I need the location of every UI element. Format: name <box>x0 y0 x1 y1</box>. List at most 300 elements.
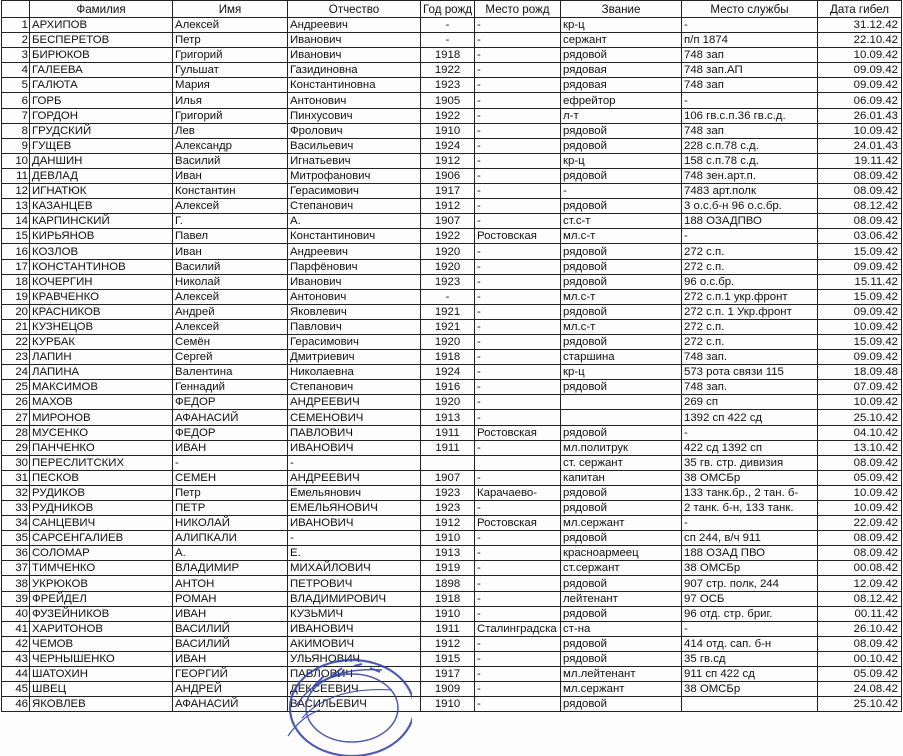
rank-cell: рядовой <box>561 259 682 274</box>
birth-place-cell: - <box>475 319 561 334</box>
header-rank: Звание <box>561 1 682 18</box>
death-date-cell: 09.09.42 <box>818 63 902 78</box>
first-name-cell: НИКОЛАЙ <box>173 516 288 531</box>
rank-cell: рядовой <box>561 138 682 153</box>
unit-cell: 269 сп <box>682 395 818 410</box>
header-unit: Место службы <box>682 1 818 18</box>
birth-place-cell: - <box>475 153 561 168</box>
birth-place-cell: - <box>475 108 561 123</box>
surname-cell: ГОРБ <box>30 93 173 108</box>
death-date-cell: 03.06.42 <box>818 229 902 244</box>
table-row <box>2 561 902 576</box>
surname-cell: ШАТОХИН <box>30 667 173 682</box>
death-date-cell: 08.09.42 <box>818 531 902 546</box>
unit-cell: 2 танк. б-н, 133 танк. <box>682 501 818 516</box>
table-row <box>2 395 902 410</box>
surname-cell: АРХИПОВ <box>30 18 173 33</box>
header-birth-place: Место рожд <box>475 1 561 18</box>
first-name-cell: РОМАН <box>173 591 288 606</box>
death-date-cell: 08.09.42 <box>818 636 902 651</box>
unit-cell: - <box>682 516 818 531</box>
patronymic-cell: СЕМЕНОВИЧ <box>288 410 421 425</box>
unit-cell: 7483 арт.полк <box>682 184 818 199</box>
unit-cell: 907 стр. полк, 244 <box>682 576 818 591</box>
row-number: 37 <box>2 561 30 576</box>
row-number: 22 <box>2 334 30 349</box>
birth-place-cell: - <box>475 334 561 349</box>
table-row <box>2 682 902 697</box>
surname-cell: ГАЛЮТА <box>30 78 173 93</box>
first-name-cell: АЛИПКАЛИ <box>173 531 288 546</box>
surname-cell: БИРЮКОВ <box>30 48 173 63</box>
birth-year-cell: 1910 <box>421 531 475 546</box>
unit-cell: 38 ОМСБр <box>682 470 818 485</box>
table-row <box>2 18 902 33</box>
death-date-cell: 22.09.42 <box>818 516 902 531</box>
patronymic-cell: А. <box>288 214 421 229</box>
header-name: Имя <box>173 1 288 18</box>
birth-place-cell: - <box>475 470 561 485</box>
surname-cell: КУРБАК <box>30 334 173 349</box>
death-date-cell: 19.11.42 <box>818 153 902 168</box>
table-row <box>2 153 902 168</box>
table-row <box>2 33 902 48</box>
surname-cell: КОЧЕРГИН <box>30 274 173 289</box>
table-row <box>2 380 902 395</box>
rank-cell: ст-на <box>561 621 682 636</box>
unit-cell: 272 с.п. 1 Укр.фронт <box>682 304 818 319</box>
row-number: 21 <box>2 319 30 334</box>
first-name-cell: Петр <box>173 33 288 48</box>
rank-cell: мл.политрук <box>561 440 682 455</box>
death-date-cell: 09.09.42 <box>818 350 902 365</box>
birth-place-cell: Ростовская <box>475 516 561 531</box>
row-number: 1 <box>2 18 30 33</box>
surname-cell: САНЦЕВИЧ <box>30 516 173 531</box>
first-name-cell: Петр <box>173 485 288 500</box>
table-row <box>2 546 902 561</box>
first-name-cell: Василий <box>173 259 288 274</box>
unit-cell: 748 зен.арт.п. <box>682 168 818 183</box>
unit-cell: 748 зап <box>682 48 818 63</box>
row-number: 8 <box>2 123 30 138</box>
surname-cell: МАХОВ <box>30 395 173 410</box>
rank-cell: л-т <box>561 108 682 123</box>
table-row <box>2 455 902 470</box>
birth-year-cell: - <box>421 18 475 33</box>
unit-cell: 272 с.п. <box>682 334 818 349</box>
table-row <box>2 350 902 365</box>
patronymic-cell: Константинович <box>288 229 421 244</box>
birth-year-cell: 1907 <box>421 214 475 229</box>
birth-year-cell: 1913 <box>421 410 475 425</box>
surname-cell: ЛАПИН <box>30 350 173 365</box>
birth-year-cell: 1905 <box>421 93 475 108</box>
birth-place-cell: - <box>475 365 561 380</box>
birth-place-cell: - <box>475 48 561 63</box>
birth-place-cell: - <box>475 561 561 576</box>
death-date-cell: 15.11.42 <box>818 274 902 289</box>
birth-place-cell: - <box>475 531 561 546</box>
birth-year-cell: 1912 <box>421 199 475 214</box>
first-name-cell: Сергей <box>173 350 288 365</box>
birth-place-cell: - <box>475 168 561 183</box>
table-row <box>2 244 902 259</box>
death-date-cell: 15.09.42 <box>818 289 902 304</box>
first-name-cell: Алексей <box>173 289 288 304</box>
patronymic-cell: ПЕТРОВИЧ <box>288 576 421 591</box>
surname-cell: КАРПИНСКИЙ <box>30 214 173 229</box>
birth-place-cell: - <box>475 93 561 108</box>
death-date-cell: 10.09.42 <box>818 501 902 516</box>
surname-cell: КОЗЛОВ <box>30 244 173 259</box>
patronymic-cell: Митрофанович <box>288 168 421 183</box>
memorial-list-table <box>1 0 902 712</box>
rank-cell: рядовой <box>561 274 682 289</box>
birth-year-cell: - <box>421 289 475 304</box>
unit-cell: 38 ОМСБр <box>682 682 818 697</box>
death-date-cell: 10.09.42 <box>818 123 902 138</box>
surname-cell: ПЕРЕСЛИТСКИХ <box>30 455 173 470</box>
table-row <box>2 636 902 651</box>
surname-cell: ШВЕЦ <box>30 682 173 697</box>
death-date-cell: 10.09.42 <box>818 485 902 500</box>
table-row <box>2 470 902 485</box>
table-row <box>2 289 902 304</box>
surname-cell: УКРЮКОВ <box>30 576 173 591</box>
birth-year-cell: 1918 <box>421 591 475 606</box>
rank-cell: рядовой <box>561 123 682 138</box>
patronymic-cell: Степанович <box>288 380 421 395</box>
row-number: 32 <box>2 485 30 500</box>
rank-cell: рядовой <box>561 380 682 395</box>
birth-place-cell: - <box>475 199 561 214</box>
row-number: 35 <box>2 531 30 546</box>
surname-cell: ЯКОВЛЕВ <box>30 697 173 712</box>
surname-cell: КУЗНЕЦОВ <box>30 319 173 334</box>
rank-cell: рядовой <box>561 576 682 591</box>
row-number: 45 <box>2 682 30 697</box>
unit-cell: 97 ОСБ <box>682 591 818 606</box>
death-date-cell: 25.10.42 <box>818 410 902 425</box>
unit-cell: п/п 1874 <box>682 33 818 48</box>
surname-cell: СОЛОМАР <box>30 546 173 561</box>
birth-year-cell: 1919 <box>421 561 475 576</box>
birth-year-cell: - <box>421 33 475 48</box>
unit-cell: 422 сд 1392 сп <box>682 440 818 455</box>
row-number: 14 <box>2 214 30 229</box>
unit-cell <box>682 697 818 712</box>
patronymic-cell: ВЛАДИМИРОВИЧ <box>288 591 421 606</box>
rank-cell: - <box>561 184 682 199</box>
table-row <box>2 259 902 274</box>
table-row <box>2 621 902 636</box>
birth-place-cell: - <box>475 244 561 259</box>
patronymic-cell: Фролович <box>288 123 421 138</box>
row-number: 18 <box>2 274 30 289</box>
surname-cell: САРСЕНГАЛИЕВ <box>30 531 173 546</box>
birth-place-cell: - <box>475 350 561 365</box>
unit-cell: 96 отд. стр. бриг. <box>682 606 818 621</box>
unit-cell: 158 с.п.78 с.д. <box>682 153 818 168</box>
unit-cell: 272 с.п.1 укр.фронт <box>682 289 818 304</box>
rank-cell: рядовой <box>561 636 682 651</box>
surname-cell: МУСЕНКО <box>30 425 173 440</box>
birth-year-cell: 1911 <box>421 621 475 636</box>
surname-cell: ПАНЧЕНКО <box>30 440 173 455</box>
birth-year-cell: 1910 <box>421 123 475 138</box>
table-row <box>2 229 902 244</box>
surname-cell: ЧЕМОВ <box>30 636 173 651</box>
death-date-cell: 08.09.42 <box>818 546 902 561</box>
first-name-cell: Григорий <box>173 108 288 123</box>
first-name-cell: Николай <box>173 274 288 289</box>
row-number: 43 <box>2 651 30 666</box>
row-number: 3 <box>2 48 30 63</box>
birth-place-cell: - <box>475 395 561 410</box>
birth-place-cell: - <box>475 33 561 48</box>
table-row <box>2 501 902 516</box>
birth-year-cell: 1920 <box>421 259 475 274</box>
unit-cell: 748 зап <box>682 123 818 138</box>
header-row <box>2 1 902 18</box>
birth-place-cell: Ростовская <box>475 425 561 440</box>
birth-year-cell: 1915 <box>421 651 475 666</box>
unit-cell: - <box>682 18 818 33</box>
birth-year-cell: 1923 <box>421 78 475 93</box>
surname-cell: КРАСНИКОВ <box>30 304 173 319</box>
death-date-cell: 25.10.42 <box>818 697 902 712</box>
first-name-cell: Г. <box>173 214 288 229</box>
first-name-cell: Лев <box>173 123 288 138</box>
table-row <box>2 697 902 712</box>
birth-year-cell: 1910 <box>421 606 475 621</box>
birth-place-cell: - <box>475 214 561 229</box>
patronymic-cell: ИВАНОВИЧ <box>288 440 421 455</box>
birth-place-cell: - <box>475 682 561 697</box>
unit-cell: 911 сп 422 сд <box>682 667 818 682</box>
first-name-cell: Алексей <box>173 319 288 334</box>
birth-year-cell: 1923 <box>421 485 475 500</box>
patronymic-cell: Герасимович <box>288 184 421 199</box>
row-number: 9 <box>2 138 30 153</box>
birth-year-cell: 1922 <box>421 108 475 123</box>
death-date-cell: 06.09.42 <box>818 93 902 108</box>
unit-cell: сп 244, в/ч 911 <box>682 531 818 546</box>
row-number: 26 <box>2 395 30 410</box>
unit-cell: 414 отд. сап. б-н <box>682 636 818 651</box>
first-name-cell: Андрей <box>173 304 288 319</box>
rank-cell: старшина <box>561 350 682 365</box>
birth-year-cell: 1917 <box>421 667 475 682</box>
first-name-cell: ПЕТР <box>173 501 288 516</box>
patronymic-cell: Константиновна <box>288 78 421 93</box>
rank-cell: мл.сержант <box>561 516 682 531</box>
patronymic-cell: ДЕКСЕЕВИЧ <box>288 682 421 697</box>
patronymic-cell: ПАВЛОВИЧ <box>288 425 421 440</box>
rank-cell: кр-ц <box>561 365 682 380</box>
unit-cell: 133 танк.бр., 2 тан. б- <box>682 485 818 500</box>
row-number: 30 <box>2 455 30 470</box>
table-row <box>2 184 902 199</box>
death-date-cell: 12.09.42 <box>818 576 902 591</box>
birth-year-cell: 1920 <box>421 244 475 259</box>
rank-cell: рядовой <box>561 531 682 546</box>
unit-cell: 748 зап. <box>682 350 818 365</box>
birth-year-cell: 1920 <box>421 334 475 349</box>
death-date-cell: 00.08.42 <box>818 561 902 576</box>
death-date-cell: 26.10.42 <box>818 621 902 636</box>
death-date-cell: 08.12.42 <box>818 591 902 606</box>
birth-place-cell: - <box>475 546 561 561</box>
birth-place-cell: - <box>475 289 561 304</box>
row-number: 5 <box>2 78 30 93</box>
table-row <box>2 319 902 334</box>
surname-cell: БЕСПЕРЕТОВ <box>30 33 173 48</box>
unit-cell: 1392 сп 422 сд <box>682 410 818 425</box>
death-date-cell: 13.10.42 <box>818 440 902 455</box>
surname-cell: ГРУДСКИЙ <box>30 123 173 138</box>
unit-cell: 272 с.п. <box>682 259 818 274</box>
first-name-cell: АНТОН <box>173 576 288 591</box>
header-birth-year: Год рожд <box>421 1 475 18</box>
surname-cell: КАЗАНЦЕВ <box>30 199 173 214</box>
table-row <box>2 304 902 319</box>
unit-cell: 35 гв. стр. дивизия <box>682 455 818 470</box>
unit-cell: 188 ОЗАД ПВО <box>682 546 818 561</box>
death-date-cell: 05.09.42 <box>818 667 902 682</box>
birth-place-cell: - <box>475 667 561 682</box>
patronymic-cell: УЛЬЯНОВИЧ <box>288 651 421 666</box>
first-name-cell: ВЛАДИМИР <box>173 561 288 576</box>
table-row <box>2 531 902 546</box>
unit-cell: 188 ОЗАДПВО <box>682 214 818 229</box>
surname-cell: ТИМЧЕНКО <box>30 561 173 576</box>
row-number: 38 <box>2 576 30 591</box>
patronymic-cell: Емельянович <box>288 485 421 500</box>
birth-year-cell: 1907 <box>421 470 475 485</box>
row-number: 41 <box>2 621 30 636</box>
row-number: 11 <box>2 168 30 183</box>
rank-cell <box>561 410 682 425</box>
birth-place-cell: - <box>475 410 561 425</box>
rank-cell: рядовой <box>561 48 682 63</box>
first-name-cell: ИВАН <box>173 606 288 621</box>
first-name-cell: Константин <box>173 184 288 199</box>
birth-year-cell: 1924 <box>421 138 475 153</box>
table-row <box>2 516 902 531</box>
death-date-cell: 15.09.42 <box>818 334 902 349</box>
patronymic-cell: Иванович <box>288 274 421 289</box>
row-number: 23 <box>2 350 30 365</box>
surname-cell: ФРЕЙДЕЛ <box>30 591 173 606</box>
row-number: 44 <box>2 667 30 682</box>
first-name-cell: Алексей <box>173 18 288 33</box>
birth-year-cell: 1923 <box>421 501 475 516</box>
rank-cell: мл.с-т <box>561 289 682 304</box>
header-death-date: Дата гибел <box>818 1 902 18</box>
row-number: 42 <box>2 636 30 651</box>
unit-cell: - <box>682 93 818 108</box>
header-surname: Фамилия <box>30 1 173 18</box>
birth-place-cell: - <box>475 304 561 319</box>
death-date-cell: 08.09.42 <box>818 455 902 470</box>
birth-place-cell <box>475 455 561 470</box>
birth-place-cell: - <box>475 440 561 455</box>
birth-year-cell: 1920 <box>421 395 475 410</box>
birth-year-cell: 1922 <box>421 229 475 244</box>
birth-year-cell: 1910 <box>421 697 475 712</box>
row-number: 16 <box>2 244 30 259</box>
first-name-cell: Иван <box>173 168 288 183</box>
surname-cell: ДАНШИН <box>30 153 173 168</box>
first-name-cell: ВАСИЛИЙ <box>173 636 288 651</box>
unit-cell: 3 о.с.б-н 96 о.с.бр. <box>682 199 818 214</box>
unit-cell: 38 ОМСБр <box>682 561 818 576</box>
row-number: 7 <box>2 108 30 123</box>
rank-cell: рядовой <box>561 651 682 666</box>
birth-place-cell: - <box>475 78 561 93</box>
rank-cell: лейтенант <box>561 591 682 606</box>
row-number: 4 <box>2 63 30 78</box>
death-date-cell: 26.01.43 <box>818 108 902 123</box>
rank-cell: красноармеец <box>561 546 682 561</box>
patronymic-cell: Степанович <box>288 199 421 214</box>
birth-place-cell: Сталинградска <box>475 621 561 636</box>
birth-place-cell: - <box>475 63 561 78</box>
row-number: 28 <box>2 425 30 440</box>
table-row <box>2 78 902 93</box>
rank-cell: ст.с-т <box>561 214 682 229</box>
birth-place-cell: - <box>475 576 561 591</box>
unit-cell: - <box>682 621 818 636</box>
rank-cell: рядовой <box>561 244 682 259</box>
rank-cell <box>561 395 682 410</box>
death-date-cell: 15.09.42 <box>818 244 902 259</box>
rank-cell: сержант <box>561 33 682 48</box>
birth-year-cell <box>421 455 475 470</box>
unit-cell: 748 зап. <box>682 380 818 395</box>
patronymic-cell: Павлович <box>288 319 421 334</box>
rank-cell: рядовой <box>561 425 682 440</box>
first-name-cell: Семён <box>173 334 288 349</box>
first-name-cell: ВАСИЛИЙ <box>173 621 288 636</box>
table-row <box>2 108 902 123</box>
first-name-cell: - <box>173 455 288 470</box>
first-name-cell: ИВАН <box>173 651 288 666</box>
row-number: 33 <box>2 501 30 516</box>
surname-cell: ДЕВЛАД <box>30 168 173 183</box>
row-number: 2 <box>2 33 30 48</box>
rank-cell: ст. сержант <box>561 455 682 470</box>
surname-cell: ФУЗЕЙНИКОВ <box>30 606 173 621</box>
patronymic-cell: Дмитриевич <box>288 350 421 365</box>
surname-cell: КОНСТАНТИНОВ <box>30 259 173 274</box>
table-row <box>2 274 902 289</box>
surname-cell: ЧЕРНЫШЕНКО <box>30 651 173 666</box>
rank-cell: рядовая <box>561 78 682 93</box>
surname-cell: ХАРИТОНОВ <box>30 621 173 636</box>
death-date-cell: 22.10.42 <box>818 33 902 48</box>
patronymic-cell: Иванович <box>288 48 421 63</box>
death-date-cell: 10.09.42 <box>818 395 902 410</box>
birth-place-cell: - <box>475 501 561 516</box>
header-num <box>2 1 30 18</box>
first-name-cell: ИВАН <box>173 440 288 455</box>
table-row <box>2 667 902 682</box>
row-number: 40 <box>2 606 30 621</box>
birth-year-cell: 1918 <box>421 48 475 63</box>
